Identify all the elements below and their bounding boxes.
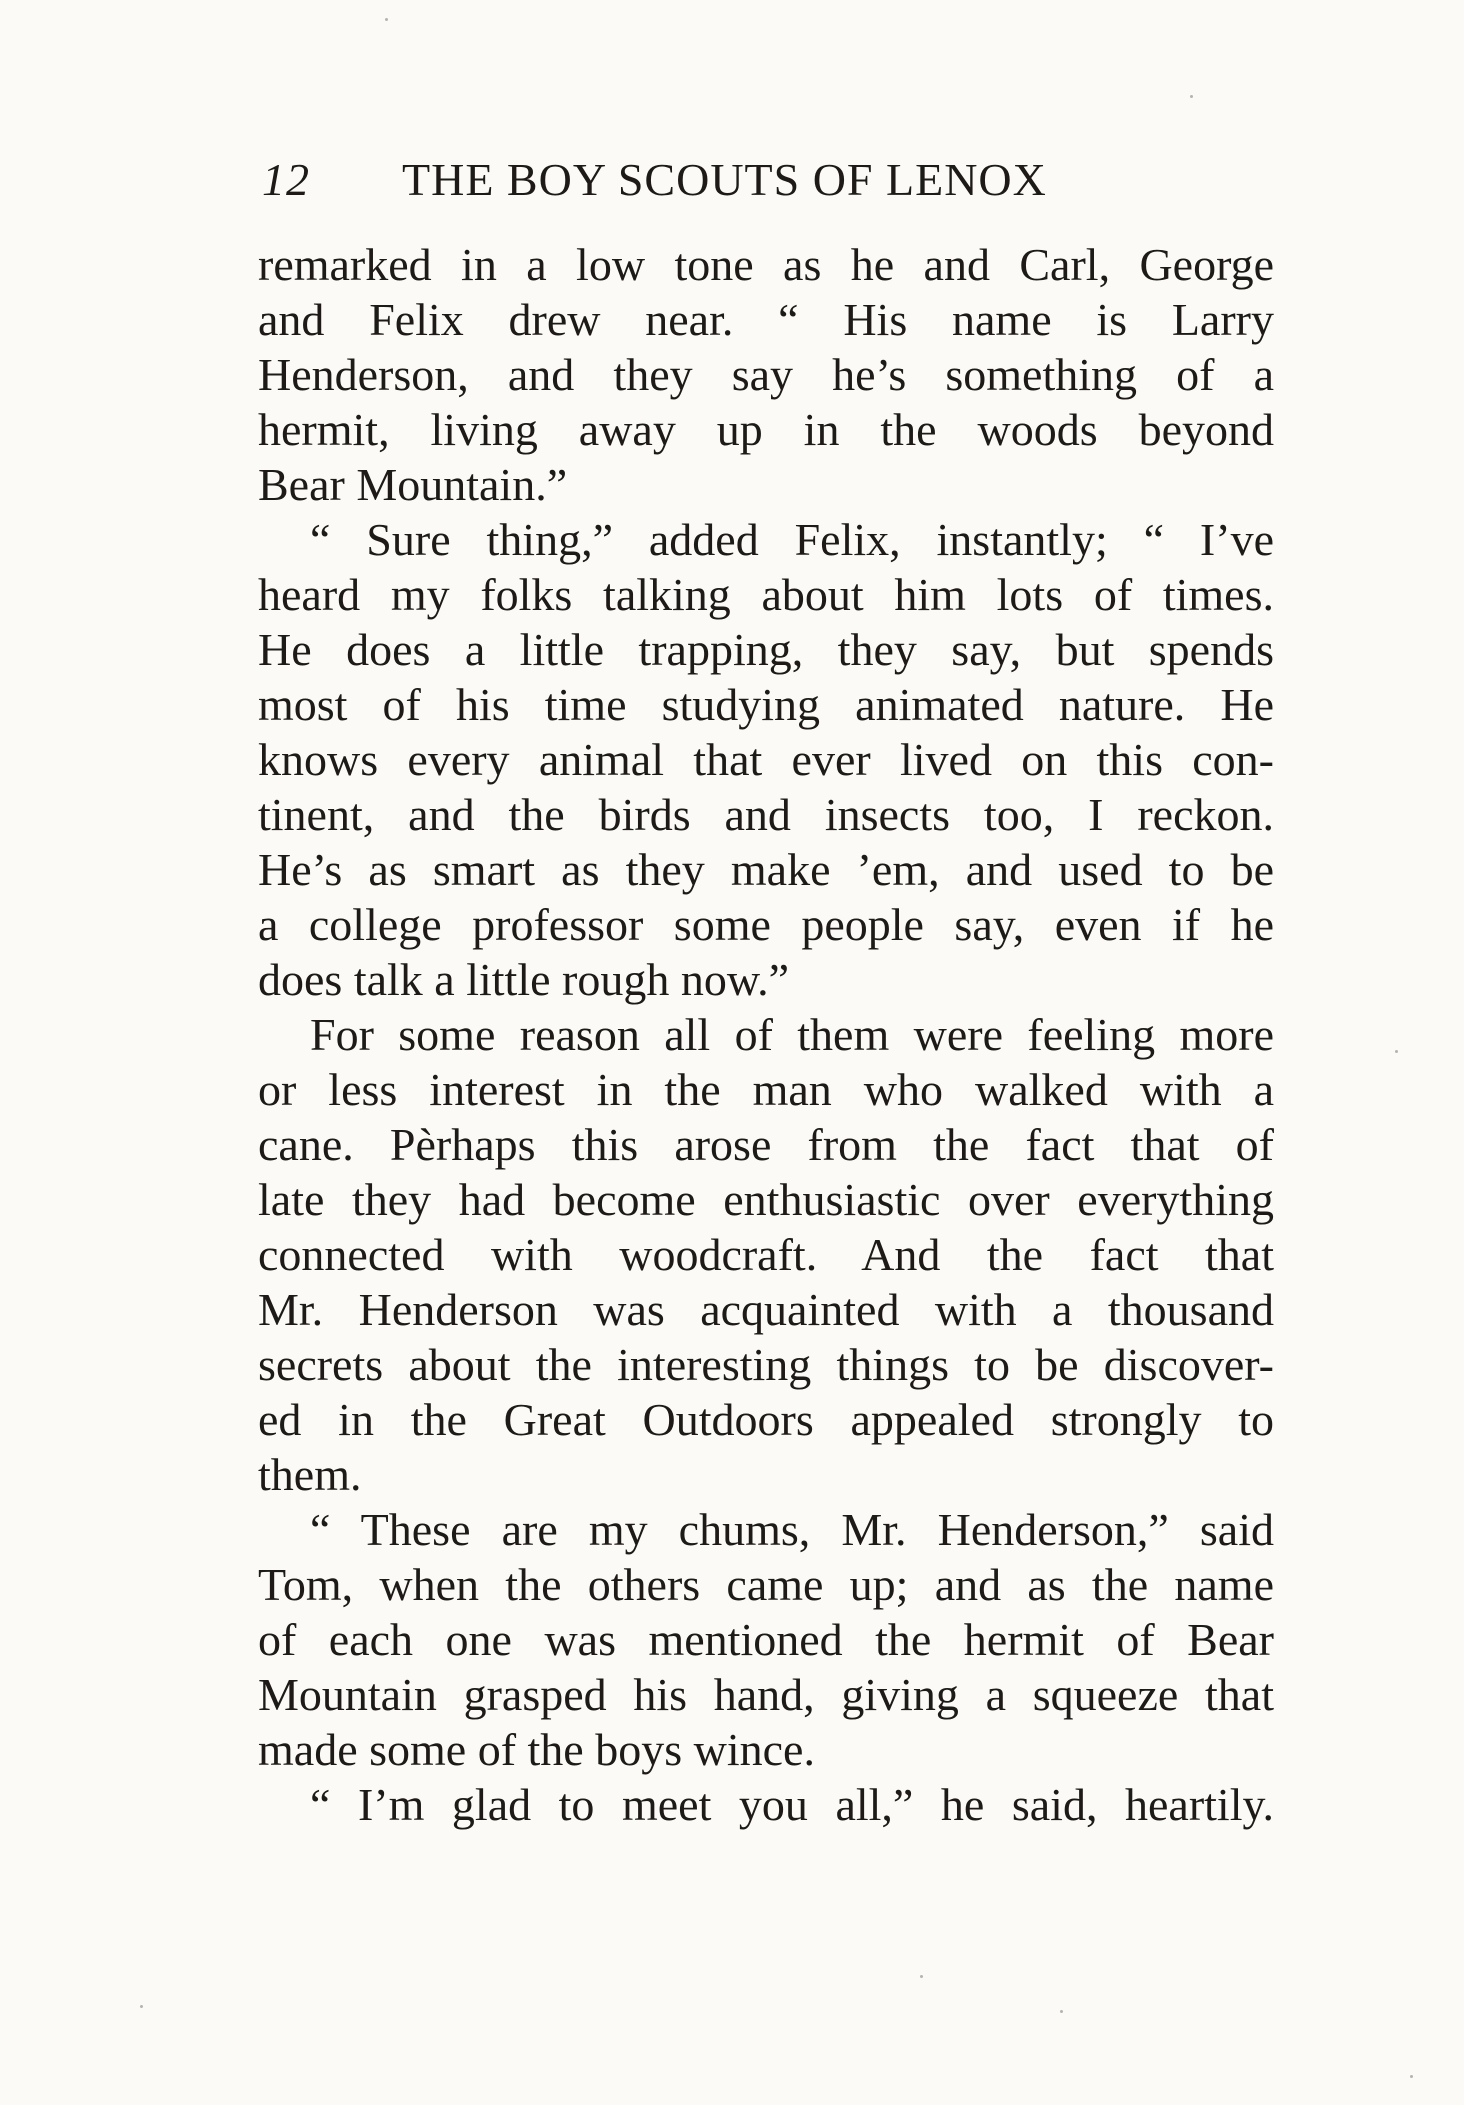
- text-line: He does a little trapping, they say, but spends: [258, 624, 1274, 675]
- paper-speck: [920, 1975, 923, 1978]
- text-line: a college professor some people say, even if he: [258, 899, 1274, 950]
- running-title: THE BOY SCOUTS OF LENOX: [402, 154, 1047, 205]
- text-line: Henderson, and they say he’s something of a: [258, 349, 1274, 400]
- paper-speck: [1410, 2075, 1413, 2078]
- text-line: late they had become enthusiastic over everything: [258, 1174, 1274, 1225]
- running-head: [262, 150, 1272, 210]
- text-line: “ Sure thing,” added Felix, instantly; “ I’ve: [310, 514, 1274, 565]
- text-line: ed in the Great Outdoors appealed strongly to: [258, 1394, 1274, 1445]
- paper-speck: [140, 2005, 143, 2008]
- text-line: “ These are my chums, Mr. Henderson,” said: [310, 1504, 1274, 1555]
- text-line: connected with woodcraft. And the fact that: [258, 1229, 1274, 1280]
- text-line: For some reason all of them were feeling more: [310, 1009, 1274, 1060]
- text-line: Mr. Henderson was acquainted with a thousand: [258, 1284, 1274, 1335]
- text-line: of each one was mentioned the hermit of Bear: [258, 1614, 1274, 1665]
- text-line: tinent, and the birds and insects too, I reckon.: [258, 789, 1274, 840]
- text-line: and Felix drew near. “ His name is Larry: [258, 294, 1274, 345]
- text-line: heard my folks talking about him lots of times.: [258, 569, 1274, 620]
- text-line: most of his time studying animated nature. He: [258, 679, 1274, 730]
- text-line: remarked in a low tone as he and Carl, George: [258, 239, 1274, 290]
- text-line: hermit, living away up in the woods beyond: [258, 404, 1274, 455]
- body-text: [258, 237, 1274, 1832]
- text-line: secrets about the interesting things to be discover-: [258, 1339, 1274, 1390]
- paper-speck: [385, 18, 388, 21]
- text-line: “ I’m glad to meet you all,” he said, heartily.: [310, 1779, 1274, 1830]
- text-line: does talk a little rough now.”: [258, 954, 789, 1005]
- text-line: Mountain grasped his hand, giving a squeeze that: [258, 1669, 1274, 1720]
- text-line: made some of the boys wince.: [258, 1724, 815, 1775]
- text-line: cane. Pèrhaps this arose from the fact that of: [258, 1119, 1274, 1170]
- text-line: knows every animal that ever lived on this con-: [258, 734, 1274, 785]
- text-line: them.: [258, 1449, 362, 1500]
- text-line: He’s as smart as they make ’em, and used to be: [258, 844, 1274, 895]
- text-line: or less interest in the man who walked with a: [258, 1064, 1274, 1115]
- text-line: Bear Mountain.”: [258, 459, 568, 510]
- paper-speck: [1060, 2010, 1063, 2013]
- page-number: 12: [262, 154, 310, 205]
- paper-speck: [1190, 95, 1193, 98]
- paper-speck: [1395, 1050, 1398, 1053]
- text-line: Tom, when the others came up; and as the name: [258, 1559, 1274, 1610]
